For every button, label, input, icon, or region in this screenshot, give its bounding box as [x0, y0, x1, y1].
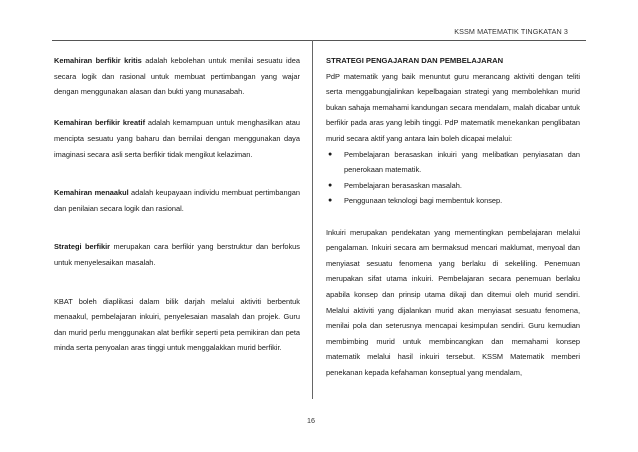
text-creative-thinking: adalah kemampuan untuk menghasilkan atau mencipta sesuatu yang baharu dan bernilai dengan menggunakan daya imaginasi secara asli serta berfikir tidak mengikut kelaziman.	[54, 118, 300, 159]
term-creative-thinking: Kemahiran berfikir kreatif	[54, 118, 146, 128]
paragraph-reasoning	[54, 185, 300, 216]
page-number: 16	[307, 416, 315, 425]
text-reasoning: adalah keupayaan individu membuat pertimbangan dan penilaian secara logik dan rasional.	[54, 188, 300, 213]
right-column	[326, 53, 580, 380]
bullet-icon: ●	[328, 197, 333, 205]
term-critical-thinking: Kemahiran berfikir kritis	[54, 56, 142, 65]
header-rule	[52, 40, 586, 41]
paragraph-critical-thinking	[54, 53, 300, 100]
list-item: ● Pembelajaran berasaskan masalah.	[326, 178, 580, 194]
bullet-icon: ●	[328, 181, 333, 189]
text-thinking-strategy: merupakan cara berfikir yang berstruktur dan berfokus untuk menyelesaikan masalah.	[54, 242, 300, 267]
term-thinking-strategy: Strategi berfikir	[54, 242, 111, 252]
bullet-icon: ●	[328, 150, 333, 158]
list-item: ● Penggunaan teknologi bagi membentuk konsep.	[326, 193, 580, 209]
section-title: STRATEGI PENGAJARAN DAN PEMBELAJARAN	[326, 56, 504, 65]
paragraph-inquiry: Inkuiri merupakan pendekatan yang mementingkan pembelajaran melalui pengalaman. Inkuiri secara am bermaksud mencari maklumat, menyoal dan menyiasat sesuatu fenomena yang berlaku di sekeliling. Penemuan merupakan sifat utama inkuiri. Pembelajaran secara penemuan berlaku apabila konsep dan prinsip utama dikaji dan ditemui oleh murid sendiri. Melalui aktiviti yang dijalankan murid akan menyiasat sesuatu fenomena, menilai pola dan seterusnya mencapai kesimpulan sendiri. Guru kemudian membimbing murid untuk membincangkan dan memahami konsep matematik melalui hasil inkuiri tersebut. KSSM Matematik memberi penekanan kepada kefahaman konseptual yang mendalam,	[326, 227, 580, 377]
paragraph-creative-thinking	[54, 115, 300, 162]
term-reasoning: Kemahiran menaakul	[54, 188, 129, 198]
left-column	[54, 53, 300, 356]
list-item: ● Pembelajaran berasaskan inkuiri yang melibatkan penyiasatan dan penerokaan matematik.	[326, 147, 580, 178]
paragraph-thinking-strategy	[54, 239, 300, 270]
text-critical-thinking: adalah kebolehan untuk menilai sesuatu idea secara logik dan rasional untuk membuat pertimbangan yang wajar dengan menggunakan alasan dan bukti yang munasabah.	[54, 56, 300, 97]
paragraph-pdp: PdP matematik yang baik menuntut guru merancang aktiviti dengan teliti serta menggabungjalinkan kepelbagaian strategi yang membolehkan murid bukan sahaja memahami kandungan secara mendalam, malah dicabar untuk berfikir pada aras yang lebih tinggi. PdP matematik menekankan penglibatan murid secara aktif yang antara lain boleh dicapai melalui:	[326, 71, 580, 143]
running-header: KSSM MATEMATIK TINGKATAN 3	[454, 27, 568, 36]
paragraph-kbat: KBAT boleh diaplikasi dalam bilik darjah melalui aktiviti berbentuk menaakul, pembelajaran inkuiri, penyelesaian masalah dan projek. Guru dan murid perlu menggunakan alat berfikir seperti peta pemikiran dan peta minda serta penyoalan aras tinggi untuk menggalakkan murid berfikir.	[54, 296, 300, 353]
strategy-list	[326, 147, 580, 209]
column-divider	[312, 40, 313, 399]
